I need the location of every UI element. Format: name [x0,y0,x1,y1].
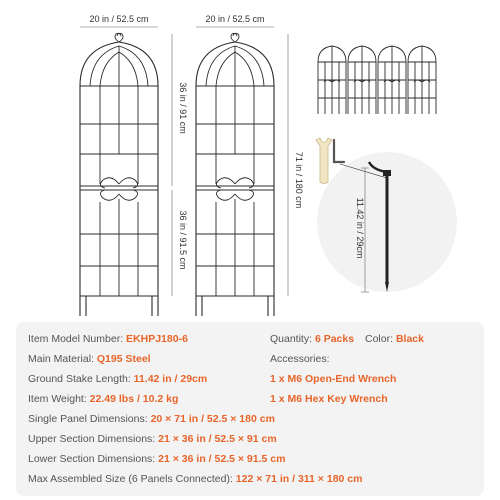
accessory-1: 1 x M6 Open-End Wrench [270,373,397,385]
item-model-value: EKHPJ180-6 [126,333,188,345]
material-row [28,352,151,366]
upper-section-value: 21 × 36 in / 52.5 × 91 cm [158,433,277,445]
weight-value: 22.49 lbs / 10.2 kg [89,393,179,405]
total-height-label: 71 in / 180 cm [294,151,304,209]
item-model-label: Item Model Number: [28,333,124,345]
single-panel-label: Single Panel Dimensions: [28,413,148,425]
panel1-width-label: 20 in / 52.5 cm [89,14,149,24]
upper-height-label: 36 in / 91 cm [178,82,188,134]
stake-length-label: 11.42 in / 29cm [355,197,365,259]
lower-section-value: 21 × 36 in / 52.5 × 91.5 cm [158,453,286,465]
accessories-label: Accessories: [270,353,330,365]
hex-key-wrench-icon [334,140,344,162]
trellis-panel-2 [196,33,274,316]
max-assembled-value: 122 × 71 in / 311 × 180 cm [235,473,363,485]
max-assembled-label: Max Assembled Size (6 Panels Connected): [28,473,233,485]
stake-label: Ground Stake Length: [28,373,131,385]
accessory-2-row [270,392,388,406]
accessory-2: 1 x M6 Hex Key Wrench [270,393,388,405]
panel2-width-label: 20 in / 52.5 cm [205,14,265,24]
quantity-value: 6 Packs [314,333,355,345]
single-panel-row [28,412,275,426]
open-end-wrench-icon [316,138,332,184]
quantity-row [270,332,424,346]
item-model-row [28,332,188,346]
weight-row [28,392,178,406]
specifications-panel [16,322,484,496]
color-value: Black [395,333,424,345]
accessory-1-row [270,372,396,386]
lower-section-label: Lower Section Dimensions: [28,453,156,465]
lower-height-label: 36 in / 91.5 cm [178,210,188,270]
accessories-row [270,352,330,366]
lower-section-row [28,452,285,466]
stake-value: 11.42 in / 29cm [133,373,208,385]
material-label: Main Material: [28,353,94,365]
single-panel-value: 20 × 71 in / 52.5 × 180 cm [150,413,275,425]
upper-section-label: Upper Section Dimensions: [28,433,156,445]
material-value: Q195 Steel [96,353,151,365]
max-assembled-row [28,472,362,486]
upper-section-row [28,432,277,446]
weight-label: Item Weight: [28,393,87,405]
trellis-panel-1 [80,33,158,316]
color-label: Color: [365,333,394,345]
ground-stake-detail [317,152,457,292]
quantity-label: Quantity: [270,333,313,345]
assembled-panels-illustration [318,46,436,114]
stake-row [28,372,207,386]
